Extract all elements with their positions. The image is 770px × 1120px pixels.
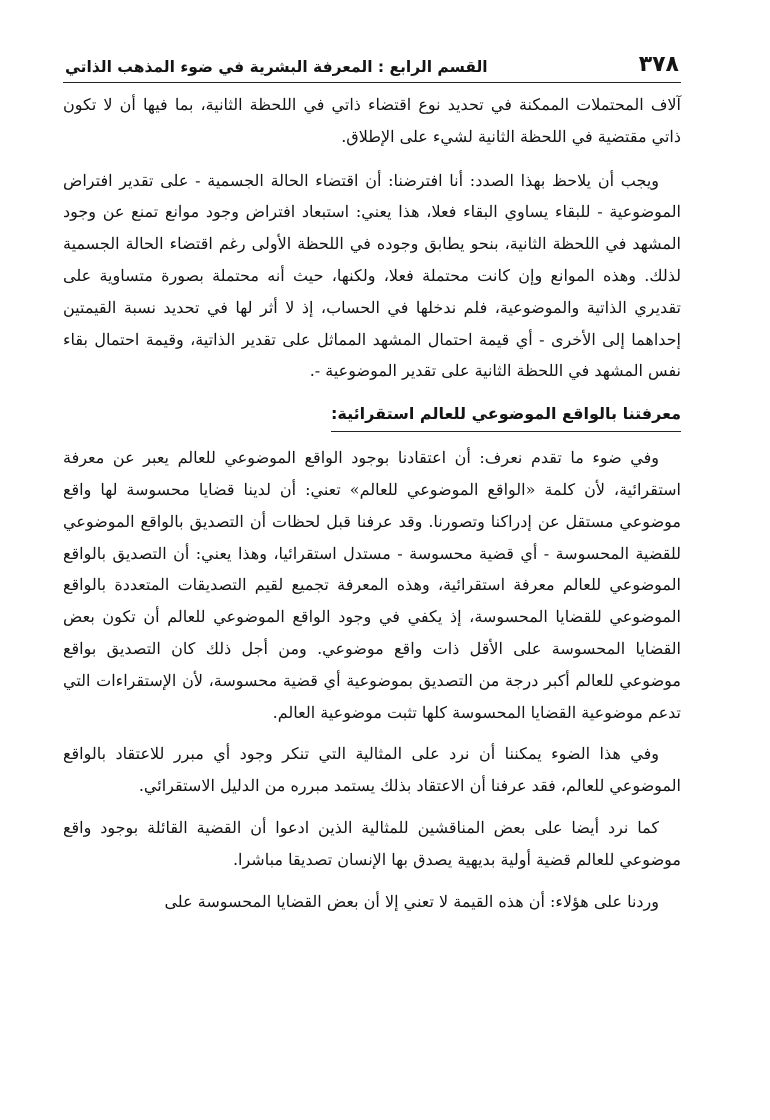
paragraph-6: وردنا على هؤلاء: أن هذه القيمة لا تعني إلا أن بعض القضايا المحسوسة على — [164, 891, 659, 911]
page-number: ٣٧٨ — [638, 52, 679, 77]
paragraph-4: وفي هذا الضوء يمكننا أن نرد على المثالية التي تنكر وجود أي مبرر للاعتقاد بالواقع الموضوعي للعالم، فقد عرفنا أن الاعتقاد بذلك يستمد مبرره من الدليل الاستقرائي. — [63, 744, 681, 796]
paragraph-5: كما نرد أيضا على بعض المناقشين للمثالية الذين ادعوا أن القضية القائلة بوجود واقع موضوعي للعالم قضية أولية بديهية يصدق بها الإنسان تصديقا مباشرا. — [63, 817, 681, 869]
paragraph-3: وفي ضوء ما تقدم نعرف: أن اعتقادنا بوجود الواقع الموضوعي للعالم يعبر عن معرفة استقرائية، لأن كلمة «الواقع الموضوعي للعالم» تعني: أن لدينا قضايا محسوسة لها واقع موضوعي مستقل عن إدراكنا وتصورنا. وقد عرفنا قبل لحظات أن التصديق بالواقع الموضوعي للقضية المحسوسة - أي قضية محسوسة - مستدل استقرائيا، وهذا يعني: أن التصديق بالواقع الموضوعي للعالم معرفة استقرائية، وهذه المعرفة تجميع لقيم التصديقات المتعددة بالواقع الموضوعي للقضايا المحسوسة، إذ يكفي في وجود الواقع الموضوعي للعالم أن تكون بعض القضايا المحسوسة على الأقل ذات واقع موضوعي. ومن أجل ذلك كان التصديق بواقع موضوعي للعالم أكبر درجة من التصديق بموضوعية أي قضية محسوسة، لأن الإستقراءات التي تدعم موضوعية القضايا المحسوسة كلها تثبت موضوعية العالم. — [63, 448, 681, 722]
section-heading: معرفتنا بالواقع الموضوعي للعالم استقرائية: — [331, 399, 681, 432]
section-heading-wrapper — [63, 387, 681, 432]
paragraph-2: ويجب أن يلاحظ بهذا الصدد: أنا افترضنا: أن اقتضاء الحالة الجسمية - على تقدير افتراض الموضوعية - للبقاء يساوي البقاء فعلا، هذا يعني: استبعاد افتراض وجود موانع تمنع عن وجود المشهد في اللحظة الثانية، بنحو يطابق وجوده في اللحظة الأولى رغم اقتضاء الحالة الجسمية لذلك. وهذه الموانع وإن كانت محتملة فعلا، ولكنها، حيث أنه محتملة بصورة متساوية على تقديري الذاتية والموضوعية، فلم ندخلها في الحساب، إذ لا أثر لها في تحديد نسبة القيمتين إحداهما إلى الأخرى - أي قيمة احتمال المشهد المماثل على تقدير الذاتية، وقيمة احتمال بقاء نفس المشهد في اللحظة الثانية على تقدير الموضوعية -. — [63, 170, 681, 381]
running-head: القسم الرابع : المعرفة البشرية في ضوء المذهب الذاتي — [65, 58, 488, 76]
book-page — [63, 44, 681, 1120]
page-header — [63, 44, 681, 83]
paragraph-1: آلاف المحتملات الممكنة في تحديد نوع اقتضاء ذاتي في اللحظة الثانية، بما فيها أن لا تكون ذاتي مقتضية في اللحظة الثانية لشيء على الإطلاق. — [63, 95, 681, 146]
